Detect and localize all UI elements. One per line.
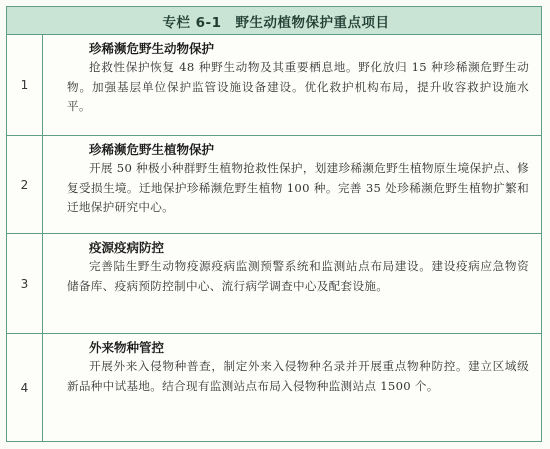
title-text: 野生动植物保护重点项目 bbox=[235, 14, 390, 31]
row-heading: 疫源疫病防控 bbox=[89, 240, 165, 255]
row-content bbox=[43, 334, 541, 441]
project-table bbox=[6, 6, 542, 442]
row-index: 4 bbox=[7, 334, 43, 441]
row-content bbox=[43, 35, 541, 135]
row-index: 3 bbox=[7, 234, 43, 333]
row-index: 1 bbox=[7, 35, 43, 135]
table-row bbox=[7, 234, 541, 334]
table-row bbox=[7, 334, 541, 441]
row-content bbox=[43, 234, 541, 333]
row-body: 抢救性保护恢复 48 种野生动物及其重要栖息地。野化放归 15 种珍稀濒危野生动物。加强基层单位保护监管设施设备建设。优化救护机构布局，提升收容救护设施水平。 bbox=[67, 60, 529, 113]
table-row bbox=[7, 136, 541, 234]
row-heading: 珍稀濒危野生植物保护 bbox=[89, 142, 215, 157]
row-index: 2 bbox=[7, 136, 43, 233]
row-content bbox=[43, 136, 541, 233]
row-heading: 外来物种管控 bbox=[89, 340, 165, 355]
row-heading: 珍稀濒危野生动物保护 bbox=[89, 41, 215, 56]
table-row bbox=[7, 35, 541, 136]
row-body: 开展外来入侵物种普查，制定外来入侵物种名录并开展重点物种防控。建立区域级新品种中试基地。结合现有监测站点布局入侵物种监测站点 1500 个。 bbox=[67, 359, 529, 393]
row-body: 完善陆生野生动物疫源疫病监测预警系统和监测站点布局建设。建设疫病应急物资储备库、疫病预防控制中心、流行病学调查中心及配套设施。 bbox=[67, 259, 529, 293]
row-body: 开展 50 种极小种群野生植物抢救性保护，划建珍稀濒危野生植物原生境保护点、修复受损生境。迁地保护珍稀濒危野生植物 100 种。完善 35 处珍稀濒危野生植物扩繁和迁地保护研究中心。 bbox=[67, 161, 529, 214]
table-title bbox=[158, 11, 389, 31]
title-prefix: 专栏 6-1 bbox=[162, 14, 222, 31]
table-title-bar bbox=[7, 7, 541, 35]
